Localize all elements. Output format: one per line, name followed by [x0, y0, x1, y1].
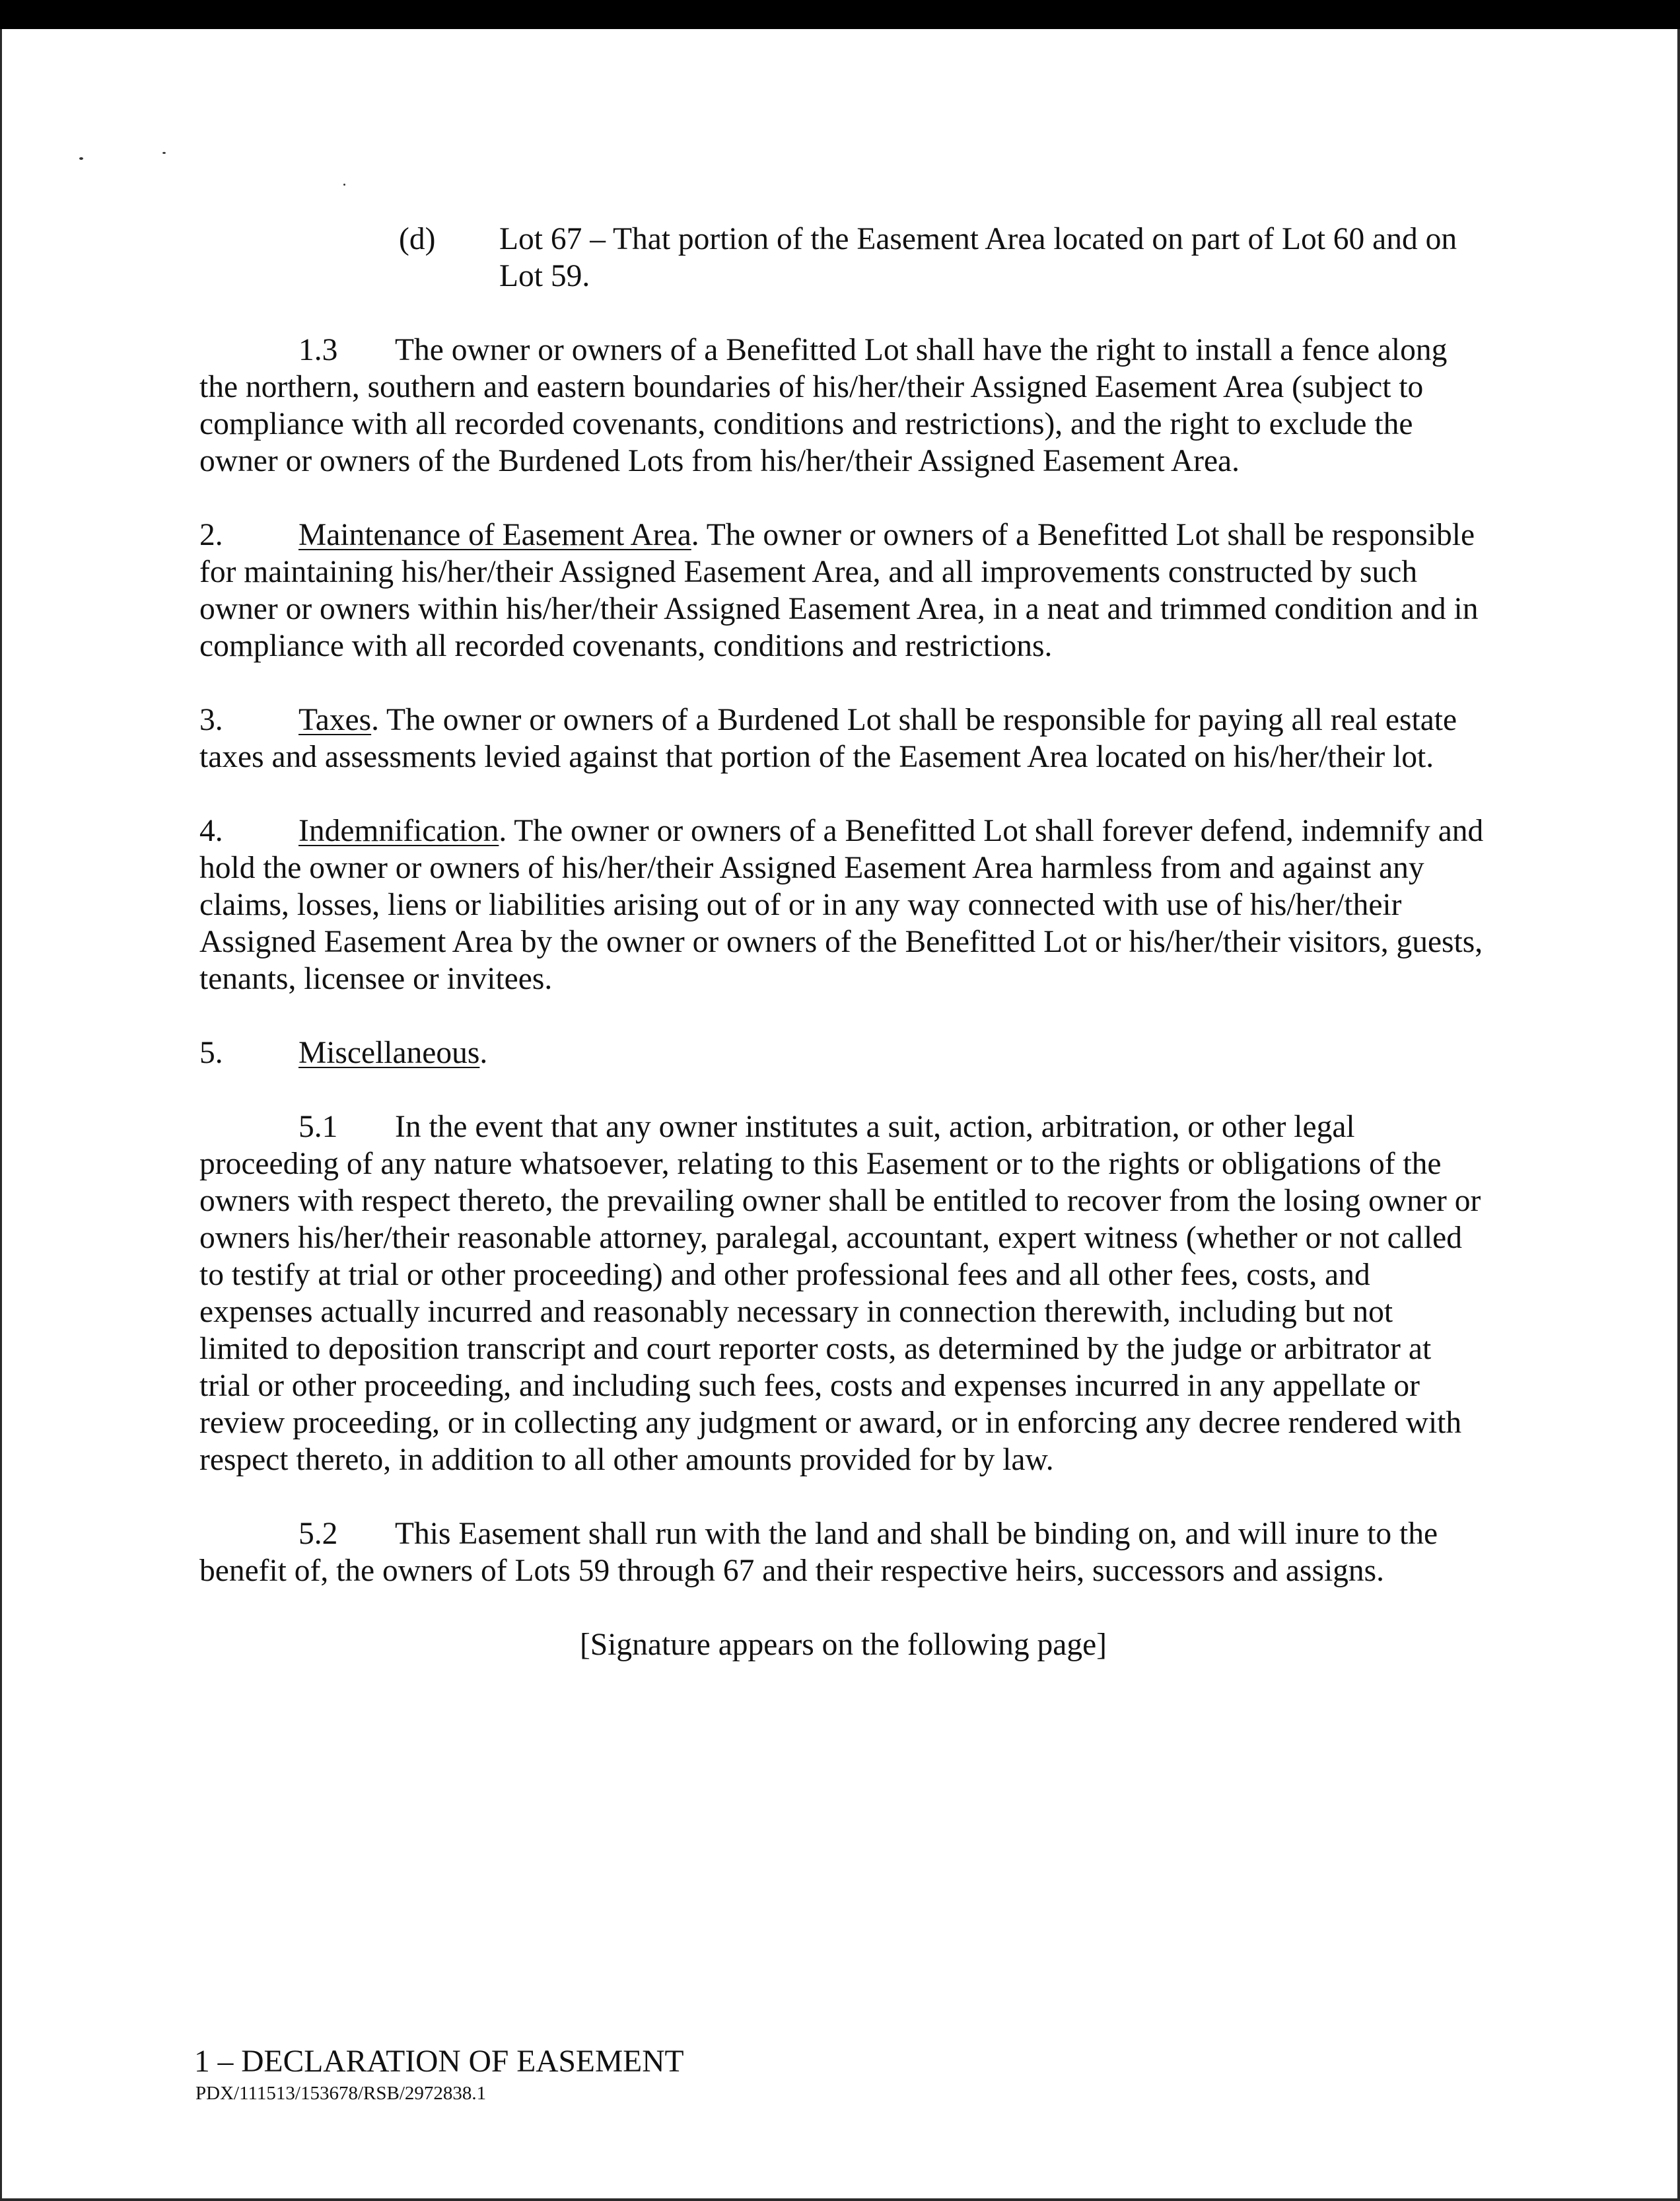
- paragraph-5-1: [199, 1108, 1487, 1478]
- section-5-tail: .: [479, 1036, 488, 1070]
- section-2: [199, 517, 1487, 665]
- section-3-number: 3.: [199, 703, 223, 737]
- paragraph-1-3-text: The owner or owners of a Benefitted Lot shall have the right to install a fence along the northern, southern and eastern boundaries of his/her/their Assigned Easement Area (subject to compliance with all recorded covenants, conditions and restrictions), and the right to exclude the owner or owners of the Burdened Lots from his/her/their Assigned Easement Area.: [199, 333, 1448, 478]
- section-4-text: . The owner or owners of a Benefitted Lot shall forever defend, indemnify and hold the owner or owners of his/her/their Assigned Easement Area harmless from and against any claims, losses, liens or liabilities arising out of or in any way connected with use of his/her/their Assigned Easement Area by the owner or owners of the Benefitted Lot or his/her/their visitors, guests, tenants, licensee or invitees.: [199, 814, 1484, 996]
- paragraph-1-3: [199, 332, 1487, 480]
- signature-note: [Signature appears on the following page]: [579, 1628, 1107, 1662]
- document-body: [199, 221, 1487, 1663]
- paragraph-5-2-text: This Easement shall run with the land and shall be binding on, and will inure to the benefit of, the owners of Lots 59 through 67 and their respective heirs, successors and assigns.: [199, 1517, 1438, 1588]
- section-3-text: . The owner or owners of a Burdened Lot shall be responsible for paying all real estate taxes and assessments levied against that portion of the Easement Area located on his/her/their lot.: [199, 703, 1457, 774]
- footer-title: 1 – DECLARATION OF EASEMENT: [194, 2044, 684, 2079]
- paragraph-1-3-number: 1.3: [298, 333, 338, 367]
- section-5: [199, 1034, 1487, 1071]
- paragraph-5-1-number: 5.1: [298, 1110, 338, 1144]
- section-5-heading: Miscellaneous: [298, 1036, 480, 1070]
- paragraph-5-1-text: In the event that any owner institutes a suit, action, arbitration, or other legal proceeding of any nature whatsoever, relating to this Easement or to the rights or obligations of the owners with respect thereto, the prevailing owner shall be entitled to recover from the losing owner or owners his/her/their reasonable attorney, paralegal, accountant, expert witness (whether or not called to testify at trial or other proceeding) and other professional fees and all other fees, costs, and expenses actually incurred and reasonably necessary in connection therewith, including but not limited to deposition transcript and court reporter costs, as determined by the judge or arbitrator at trial or other proceeding, and including such fees, costs and expenses incurred in any appellate or review proceeding, or in collecting any judgment or award, or in enforcing any decree rendered with respect thereto, in addition to all other amounts provided for by law.: [199, 1110, 1481, 1477]
- scan-speck: [162, 152, 166, 154]
- section-4-heading: Indemnification: [298, 814, 499, 848]
- section-2-heading: Maintenance of Easement Area: [298, 518, 691, 552]
- scan-speck: [343, 184, 345, 186]
- section-4-number: 4.: [199, 814, 223, 848]
- footer-doc-code: PDX/111513/153678/RSB/2972838.1: [195, 2083, 487, 2104]
- scan-left-border: [0, 29, 2, 2201]
- section-5-number: 5.: [199, 1036, 223, 1070]
- scan-bottom-border: [0, 2198, 1680, 2201]
- section-4: [199, 812, 1487, 997]
- scan-speck: [79, 157, 83, 160]
- item-d-marker: (d): [399, 222, 436, 256]
- section-2-number: 2.: [199, 518, 223, 552]
- scan-top-border: [0, 0, 1680, 29]
- section-3-heading: Taxes: [298, 703, 372, 737]
- item-d: [199, 221, 1487, 295]
- scan-right-border: [1677, 29, 1680, 2201]
- paragraph-5-2-number: 5.2: [298, 1517, 338, 1551]
- paragraph-5-2: [199, 1515, 1487, 1589]
- item-d-text: Lot 67 – That portion of the Easement Area located on part of Lot 60 and on Lot 59.: [499, 222, 1457, 293]
- section-3: [199, 702, 1487, 776]
- section-2-text: . The owner or owners of a Benefitted Lot shall be responsible for maintaining his/her/their Assigned Easement Area, and all improvements constructed by such owner or owners within his/her/their Assigned Easement Area, in a neat and trimmed condition and in compliance with all recorded covenants, conditions and restrictions.: [199, 518, 1479, 663]
